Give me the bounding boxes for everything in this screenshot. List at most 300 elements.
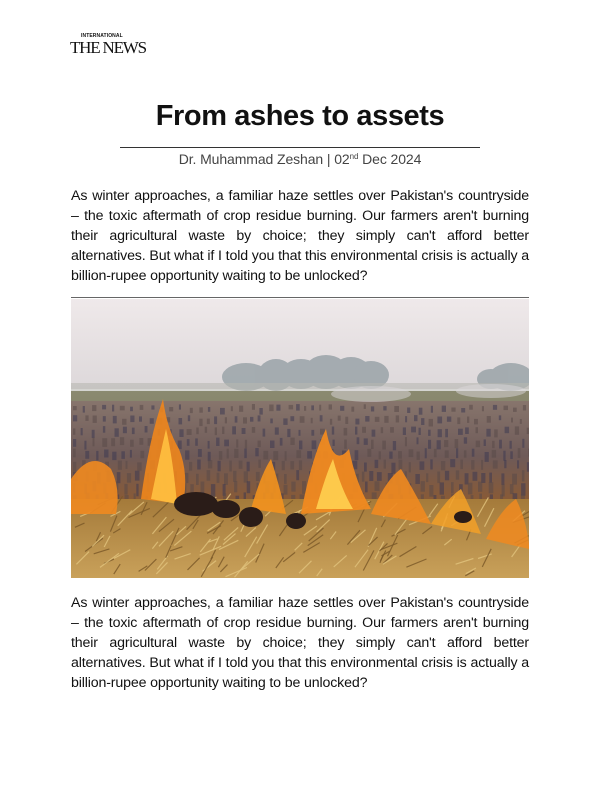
stubble-mark [218,461,221,472]
stubble-mark [234,449,238,458]
stubble-mark [244,471,248,482]
stubble-mark [381,427,383,433]
stubble-mark [515,426,519,434]
stubble-mark [451,482,454,493]
stubble-mark [338,416,341,421]
stubble-mark [501,473,504,485]
stubble-mark [511,418,513,423]
stubble-mark [504,406,509,411]
stubble-mark [457,417,460,424]
article-photo [71,299,529,578]
stubble-mark [415,474,420,484]
stubble-mark [243,417,247,423]
stubble-mark [437,440,441,449]
stubble-mark [151,405,154,409]
stubble-mark [291,482,295,492]
stubble-mark [522,439,524,448]
stubble-mark [451,408,455,412]
stubble-mark [340,406,344,411]
stubble-mark [231,406,233,411]
stubble-mark [523,405,526,411]
stubble-mark [472,449,475,457]
stubble-mark [471,460,474,470]
stubble-mark [345,417,348,424]
stubble-mark [332,427,334,435]
stubble-mark [239,406,243,412]
stubble-mark [384,416,388,423]
stubble-mark [371,440,374,449]
stubble-mark [201,482,205,494]
stubble-mark [510,484,514,494]
stubble-mark [311,418,313,424]
stubble-mark [414,415,418,421]
stubble-mark [304,406,306,411]
stubble-mark [300,416,305,423]
stubble-mark [429,419,433,427]
stubble-mark [258,460,261,468]
stubble-mark [307,451,312,459]
stubble-mark [179,404,181,409]
stubble-mark [197,460,201,470]
stubble-mark [169,407,173,411]
stubble-mark [425,448,427,458]
date-month-year: Dec 2024 [362,151,422,167]
stubble-mark [394,406,399,412]
stubble-mark [464,450,467,457]
stubble-mark [371,406,374,411]
stubble-mark [407,408,410,414]
stubble-mark [493,460,498,468]
stubble-mark [333,440,335,446]
author-name: Dr. Muhammad Zeshan [178,151,324,167]
stubble-mark [269,405,273,412]
stubble-mark [220,408,225,415]
stubble-mark [527,462,529,472]
stubble-mark [484,439,486,446]
stubble-mark [112,405,114,412]
stubble-mark [179,429,183,437]
stubble-mark [224,440,229,447]
stubble-mark [426,473,428,482]
stubble-mark [247,462,250,472]
stubble-mark [239,461,243,469]
stubble-mark [450,459,455,467]
stubble-mark [115,428,119,437]
stubble-mark [225,417,227,423]
stubble-mark [512,474,517,485]
stubble-mark [296,404,300,411]
stubble-mark [399,460,403,470]
stubble-mark [205,427,207,433]
stubble-mark [121,451,125,459]
stubble-mark [469,405,473,410]
stubble-mark [445,429,448,437]
stubble-mark [442,406,446,412]
stubble-mark [258,415,261,421]
stubble-mark [430,459,432,469]
stubble-mark [118,461,122,470]
stubble-mark [185,450,189,459]
stubble-mark [510,451,513,459]
stubble-mark [504,460,506,468]
stubble-mark [311,405,314,410]
stubble-mark [290,416,294,421]
stubble-mark [467,417,469,423]
stubble-mark [198,449,202,457]
stubble-mark [92,405,96,411]
stubble-mark [417,452,420,460]
stubble-mark [344,428,348,436]
stubble-mark [73,428,75,434]
stubble-mark [259,408,262,415]
logo-international-text: INTERNATIONAL [81,33,123,39]
stubble-mark [150,418,154,424]
stubble-mark [178,441,182,450]
stubble-mark [236,439,238,447]
stubble-mark [465,427,469,434]
stubble-mark [398,451,402,459]
stubble-mark [468,483,473,495]
stubble-mark [476,427,479,433]
stubble-mark [199,419,202,426]
stubble-mark [252,427,255,433]
stubble-mark [456,470,459,479]
stubble-mark [214,416,217,424]
stubble-mark [375,481,380,491]
stubble-mark [441,461,445,470]
stubble-mark [437,417,442,424]
stubble-mark [290,461,294,469]
stubble-mark [145,426,148,433]
stubble-mark [208,452,211,461]
stubble-mark [445,450,449,458]
stubble-mark [189,462,192,471]
stubble-mark [232,426,236,434]
stubble-mark [222,427,224,434]
stubble-mark [489,482,494,493]
stubble-mark [492,450,496,458]
stubble-mark [227,449,229,459]
stubble-mark [282,461,285,470]
stubble-mark [127,473,131,483]
stubble-mark [444,440,448,447]
stubble-mark [296,450,301,458]
stubble-mark [85,451,89,459]
stubble-mark [196,428,198,435]
stubble-mark [219,451,222,460]
stubble-mark [235,416,238,422]
stubble-mark [320,415,323,421]
stubble-mark [96,451,98,461]
stubble-mark [233,471,236,482]
stubble-mark [391,463,395,474]
stubble-mark [364,463,367,472]
stubble-mark [482,406,484,411]
stubble-mark [478,482,482,492]
stubble-mark [364,404,366,409]
stubble-mark [464,437,467,443]
stubble-mark [120,437,124,445]
stubble-mark [420,461,425,470]
stubble-mark [244,449,247,459]
intro-paragraph: As winter approaches, a familiar haze settles over Pakistan's countryside – the toxic aftermath of crop residue burning. Our farmers aren't burning their agricultural waste by choice; they simply can't afford better alternatives. But what if I told you that this environmental crisis is actually a billion-rupee opportunity waiting to be unlocked? [71,188,529,284]
stubble-mark [393,441,396,450]
stubble-mark [111,438,115,446]
stubble-mark [330,419,332,425]
stubble-mark [187,429,192,435]
stubble-mark [396,415,399,422]
stubble-mark [92,430,95,438]
stubble-mark [409,449,414,457]
stubble-mark [73,462,76,472]
stubble-mark [494,429,498,437]
stubble-mark [187,439,190,446]
stubble-mark [285,451,287,461]
stubble-mark [362,472,365,482]
stubble-mark [421,418,424,425]
stubble-mark [85,415,88,421]
stubble-mark [429,485,433,497]
stubble-mark [520,419,522,424]
stubble-mark [357,437,360,444]
stubble-mark [503,451,505,461]
stubble-mark [517,460,519,468]
stubble-mark [215,427,217,435]
stubble-mark [364,438,368,445]
stubble-mark [276,405,280,411]
stubble-mark [84,441,86,450]
publish-date [334,151,421,167]
stubble-mark [493,405,497,410]
stubble-mark [521,483,525,496]
stubble-mark [208,460,212,468]
stubble-mark [405,437,407,446]
stubble-mark [421,481,425,492]
stubble-mark [73,439,76,447]
stubble-mark [474,419,478,425]
byline [0,150,600,168]
stubble-mark [489,473,492,483]
stubble-mark [196,474,199,485]
stubble-mark [112,452,116,460]
stubble-mark [383,406,386,410]
stubble-mark [137,462,141,470]
stubble-mark [217,473,220,483]
stubble-mark [135,471,140,481]
stubble-mark [486,429,490,437]
stubble-mark [528,449,529,457]
date-day: 02 [334,151,350,167]
stubble-mark [270,441,275,449]
stubble-mark [229,461,232,472]
stubble-mark [273,451,278,460]
stubble-mark [481,460,483,470]
stubble-mark [487,416,491,423]
stubble-mark [367,449,371,457]
stubble-mark [390,427,394,433]
stubble-mark [130,440,134,447]
stubble-mark [73,449,76,458]
stubble-mark [299,430,301,436]
stubble-mark [485,452,489,462]
stubble-mark [290,438,294,445]
stubble-mark [132,428,135,435]
title-divider [120,147,480,148]
stubble-mark [102,405,106,410]
stubble-mark [120,406,125,411]
stubble-mark [179,418,183,424]
stubble-mark [369,471,373,481]
stubble-mark [522,470,525,481]
stubble-mark [377,472,382,481]
stubble-mark [437,472,440,484]
stubble-mark [124,484,127,495]
stubble-mark [252,404,255,410]
stubble-mark [312,440,317,449]
stubble-mark [299,460,302,470]
logo-the-news-text: THE NEWS [70,38,146,57]
stubble-mark [73,415,77,421]
byline-separator: | [326,151,331,167]
stubble-mark [263,429,266,437]
stubble-mark [355,450,359,460]
stubble-mark [284,485,288,495]
stubble-mark [510,441,512,449]
stubble-mark [384,460,386,469]
stubble-mark [311,430,314,436]
stubble-mark [403,427,406,435]
stubble-mark [250,417,253,422]
stubble-mark [245,440,247,449]
stubble-mark [93,416,97,423]
stubble-mark [122,419,126,425]
stubble-mark [139,416,142,421]
stubble-mark [123,427,127,434]
stubble-mark [438,429,442,437]
stubble-mark [319,405,321,411]
stubble-mark [355,427,357,435]
stubble-mark [513,408,517,412]
stubble-mark [130,450,132,458]
stubble-mark [355,419,359,425]
stubble-mark [208,407,210,412]
stubble-mark [103,416,106,422]
stubble-mark [270,419,273,424]
stubble-mark [455,439,459,448]
stubble-mark [428,430,431,436]
stubble-mark [365,482,368,493]
stubble-mark [102,438,107,447]
stubble-mark [130,407,133,412]
stubble-mark [247,481,251,493]
stubble-mark [140,405,144,410]
stubble-mark [434,449,437,458]
stubble-mark [188,415,190,421]
stubble-mark [242,428,246,434]
stubble-mark [139,438,143,445]
stubble-mark [428,440,431,449]
publication-logo [70,33,150,57]
stubble-mark [256,472,260,481]
article-title: From ashes to assets [155,100,445,132]
stubble-mark [103,426,105,433]
stubble-mark [456,448,458,458]
stubble-mark [73,406,77,410]
stubble-mark [216,438,219,446]
stubble-mark [190,408,193,413]
stubble-mark [447,417,451,422]
stubble-mark [445,471,449,481]
stubble-mark [289,405,294,410]
stubble-mark [296,470,299,480]
stubble-mark [234,481,237,492]
stubble-mark [499,440,502,449]
stubble-mark [379,451,381,459]
body-paragraph: As winter approaches, a familiar haze settles over Pakistan's countryside – the toxic aftermath of crop residue burning. Our farmers aren't burning their agricultural waste by choice; they simply can't afford better alternatives. But what if I told you that this environmental crisis is actually a billion-rupee opportunity waiting to be unlocked? [71,595,529,691]
image-divider [71,297,529,298]
stubble-mark [419,408,423,415]
stubble-mark [382,441,386,450]
stubble-mark [258,441,261,448]
stubble-mark [263,451,268,460]
stubble-mark [527,428,529,434]
stubble-mark [362,427,366,433]
stubble-mark [329,404,332,409]
stubble-mark [284,474,287,484]
stubble-mark [481,473,485,483]
stubble-mark [93,438,95,447]
stubble-mark [440,482,444,494]
stubble-mark [476,441,480,448]
stubble-mark [207,419,210,425]
stubble-mark [417,437,419,444]
stubble-mark [344,440,347,449]
stubble-mark [375,417,380,422]
stubble-mark [461,408,465,413]
stubble-mark [195,438,198,445]
stubble-mark [409,462,411,472]
stubble-mark [207,470,211,481]
stubble-mark [460,460,463,470]
stubble-mark [113,416,117,424]
stubble-mark [140,451,144,458]
stubble-mark [81,428,83,435]
stubble-mark [136,484,138,497]
stubble-mark [411,427,416,433]
stubble-mark [365,416,369,422]
stubble-mark [492,441,495,448]
stubble-mark [224,473,228,485]
stubble-mark [499,415,501,420]
stubble-mark [130,416,134,423]
stubble-mark [372,430,376,437]
stubble-mark [473,472,478,481]
stubble-mark [287,429,290,437]
stubble-mark [275,427,279,434]
date-suffix: nd [349,152,359,161]
stubble-mark [83,406,85,413]
stubble-mark [283,418,287,425]
stubble-mark [405,416,407,422]
stubble-mark [431,406,433,413]
stubble-mark [199,407,202,412]
stubble-mark [351,407,354,412]
stubble-mark [458,429,463,435]
stubble-mark [505,427,510,434]
stubble-mark [208,441,210,449]
stubble-mark [389,452,392,459]
stubble-mark [299,441,302,450]
